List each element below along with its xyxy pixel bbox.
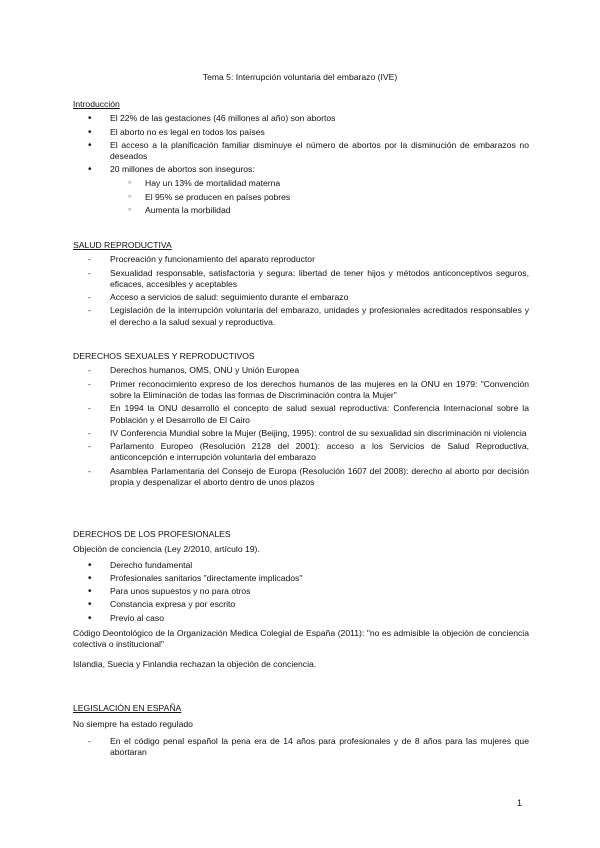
list-item: - En 1994 la ONU desarrolló el concepto de salud sexual reproductiva: Conferencia Internacional sobre la Población y el Desarrollo de El Cairo — [73, 403, 529, 426]
dash-list — [73, 365, 529, 488]
list-item: - Primer reconocimiento expreso de los derechos humanos de las mujeres en la ONU en 1979: "Convención sobre la Eliminación de todas las formas de Discriminación contra la Mujer" — [73, 379, 529, 402]
section-heading: LEGISLACIÓN EN ESPAÑA — [73, 703, 182, 713]
dash-list — [73, 736, 529, 759]
sub-list-item: ○ El 95% se producen en países pobres — [73, 192, 529, 203]
list-item: • El acceso a la planificación familiar disminuye el número de abortos por la disminución de embarazos no deseados — [73, 140, 529, 163]
list-item: • Constancia expresa y por escrito — [73, 599, 529, 610]
section-heading: DERECHOS DE LOS PROFESIONALES — [73, 529, 231, 539]
sub-list-item: ○ Aumenta la morbilidad — [73, 205, 529, 216]
list-item: - Acceso a servicios de salud: seguimiento durante el embarazo — [73, 292, 529, 303]
sub-list-item: ○ Hay un 13% de mortalidad materna — [73, 178, 529, 189]
list-item: - Derechos humanos, OMS, ONU y Unión Europea — [73, 365, 529, 376]
list-item: - Asamblea Parlamentaria del Consejo de Europa (Resolución 1607 del 2008): derecho al aborto por decisión propia y despenalizar el aborto dentro de unos plazos — [73, 466, 529, 489]
list-item: • 20 millones de abortos son inseguros: — [73, 164, 529, 175]
paragraph: Código Deontológico de la Organización Medica Colegial de España (2011): "no es admisible la objeción de conciencia colectiva o institucional" — [73, 628, 529, 650]
list-item: - Legislación de la interrupción voluntaria del embarazo, unidades y profesionales acreditados responsables y el derecho a la salud sexual y reproductiva. — [73, 305, 529, 328]
bullet-list — [73, 113, 529, 175]
list-item: • Profesionales sanitarios "directamente implicados" — [73, 573, 529, 584]
sub-list — [73, 178, 529, 217]
section-derechos-sexuales — [73, 351, 529, 490]
section-heading: SALUD REPRODUCTIVA — [73, 240, 172, 250]
section-legislacion — [73, 703, 529, 760]
list-item: - Sexualidad responsable, satisfactoria y segura: libertad de tener hijos y métodos anticonceptivos seguros, eficaces, accesibles y aceptables — [73, 268, 529, 291]
list-item: - En el código penal español la pena era de 14 años para profesionales y de 8 años para las mujeres que abortaran — [73, 736, 529, 759]
bullet-list — [73, 560, 529, 624]
page-number: 1 — [517, 798, 523, 808]
section-derechos-profesionales — [73, 529, 529, 670]
list-item: • El 22% de las gestaciones (46 millones al año) son abortos — [73, 113, 529, 124]
list-item: - Procreación y funcionamiento del aparato reproductor — [73, 254, 529, 265]
paragraph: No siempre ha estado regulado — [73, 719, 193, 730]
list-item: • Previo al caso — [73, 613, 529, 624]
list-item: • El aborto no es legal en todos los países — [73, 127, 529, 138]
paragraph: Objeción de conciencia (Ley 2/2010, artículo 19). — [73, 544, 260, 555]
list-item: - Parlamento Europeo (Resolución 2128 del 2001): acceso a los Servicios de Salud Reproductiva, anticoncepción e interrupción voluntaria del embarazo — [73, 441, 529, 464]
page-title: Tema 5: Interrupción voluntaria del embarazo (IVE) — [202, 72, 398, 82]
list-item: - IV Conferencia Mundial sobre la Mujer (Beijing, 1995): control de su sexualidad sin discriminación ni violencia — [73, 428, 529, 439]
paragraph: Islandia, Suecia y Finlandia rechazan la objeción de conciencia. — [73, 658, 317, 669]
list-item: • Para unos supuestos y no para otros — [73, 586, 529, 597]
dash-list — [73, 254, 529, 328]
section-introduccion — [73, 99, 529, 219]
section-heading: DERECHOS SEXUALES Y REPRODUCTIVOS — [73, 351, 255, 361]
section-heading: Introducción — [73, 99, 120, 109]
section-salud-reproductiva — [73, 240, 529, 330]
list-item: • Derecho fundamental — [73, 560, 529, 571]
